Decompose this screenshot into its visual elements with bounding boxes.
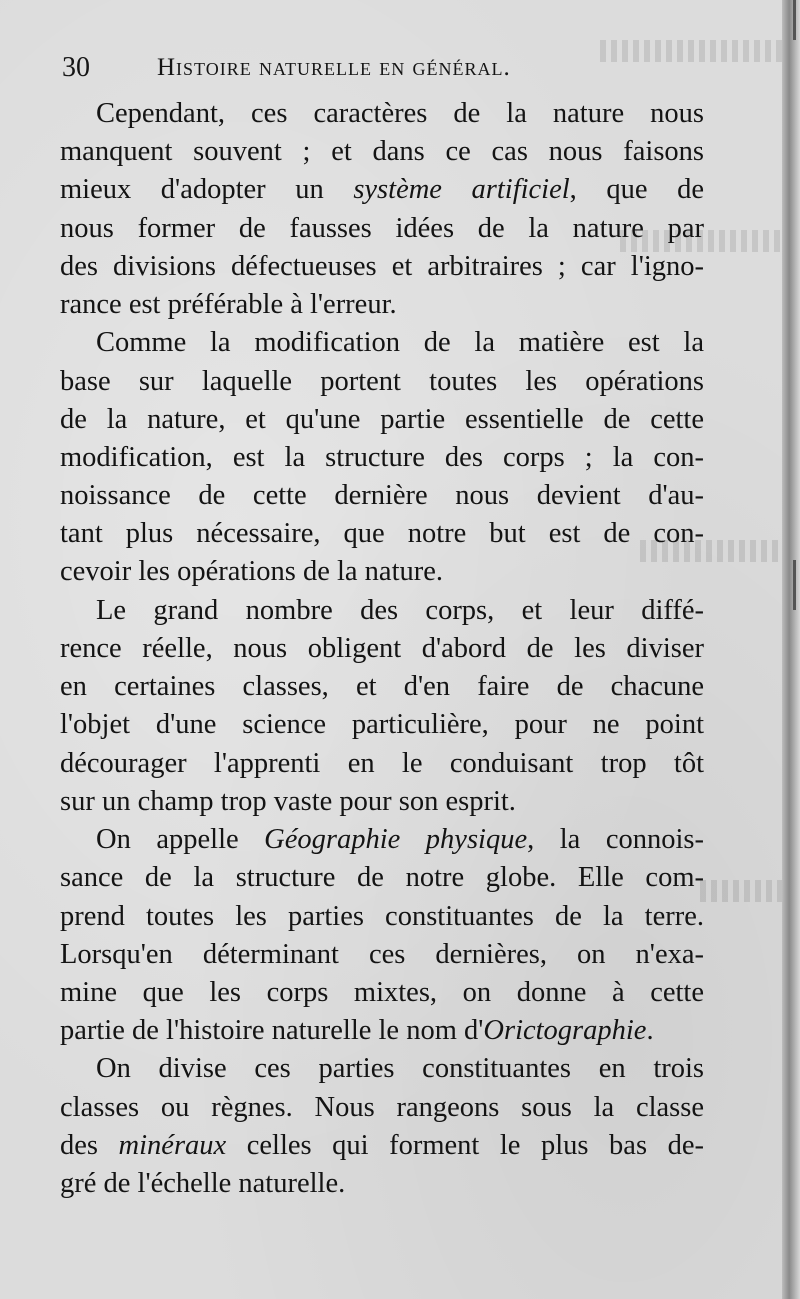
text-segment: décourager l'apprenti en le conduisant trop tôt bbox=[60, 747, 704, 779]
text-line bbox=[60, 363, 704, 401]
text-line bbox=[60, 783, 704, 821]
text-line bbox=[60, 898, 704, 936]
page-edge bbox=[782, 0, 800, 1299]
text-line bbox=[60, 171, 704, 209]
text-segment: des bbox=[60, 1129, 119, 1161]
show-through-text bbox=[700, 880, 782, 902]
text-line bbox=[60, 324, 704, 362]
edge-mark bbox=[793, 0, 796, 40]
text-segment: de la nature, et qu'une partie essentielle de cette bbox=[60, 403, 704, 435]
italic-term: minéraux bbox=[118, 1129, 227, 1161]
text-line bbox=[60, 477, 704, 515]
text-line bbox=[60, 515, 704, 553]
text-segment: rence réelle, nous obligent d'abord de les diviser bbox=[60, 633, 704, 664]
text-line bbox=[60, 706, 704, 744]
text-line bbox=[60, 592, 704, 630]
text-segment: mine que les corps mixtes, on donne à cette bbox=[60, 976, 704, 1008]
text-segment: Lorsqu'en déterminant ces dernières, on n'exa- bbox=[60, 938, 704, 970]
paragraph bbox=[60, 95, 704, 324]
text-segment: Comme la modification de la matière est la bbox=[96, 327, 704, 359]
text-line bbox=[60, 210, 704, 248]
text-segment: prend toutes les parties constituantes de la terre. bbox=[60, 900, 704, 932]
page-number: 30 bbox=[62, 52, 90, 83]
text-line bbox=[60, 859, 704, 897]
text-line bbox=[60, 1089, 704, 1127]
text-line bbox=[60, 248, 704, 286]
italic-term: Orictographie bbox=[483, 1015, 647, 1047]
text-segment: cevoir les opérations de la nature. bbox=[60, 556, 444, 588]
paragraph bbox=[60, 1050, 704, 1203]
text-line bbox=[60, 821, 704, 859]
text-line bbox=[60, 668, 704, 706]
text-segment: , la connois- bbox=[527, 824, 704, 856]
text-segment: nous former de fausses idées de la nature par bbox=[60, 212, 704, 244]
text-segment: Le grand nombre des corps, et leur diffé- bbox=[96, 594, 704, 626]
text-segment: On divise ces parties constituantes en trois bbox=[96, 1053, 704, 1085]
text-segment: modification, est la structure des corps ; la con- bbox=[60, 441, 704, 473]
text-line bbox=[60, 974, 704, 1012]
running-title: Histoire naturelle en général. bbox=[157, 54, 511, 81]
body-text bbox=[60, 95, 704, 1203]
text-segment: celles qui forment le plus bas de- bbox=[226, 1129, 704, 1161]
text-line bbox=[60, 1012, 704, 1050]
text-line bbox=[60, 553, 704, 591]
text-line bbox=[60, 630, 704, 668]
text-segment: noissance de cette dernière nous devient d'au- bbox=[60, 480, 704, 512]
text-segment: manquent souvent ; et dans ce cas nous faisons bbox=[60, 136, 704, 168]
text-segment: partie de l'histoire naturelle le nom d' bbox=[60, 1015, 484, 1047]
text-segment: sance de la structure de notre globe. Elle com- bbox=[60, 862, 704, 894]
text-segment: mieux d'adopter un bbox=[60, 174, 354, 206]
text-segment: rance est préférable à l'erreur. bbox=[60, 288, 397, 320]
text-line bbox=[60, 1050, 704, 1088]
text-line bbox=[60, 1165, 704, 1203]
page-header bbox=[62, 52, 642, 92]
text-line bbox=[60, 286, 704, 324]
text-line bbox=[60, 1127, 704, 1165]
text-segment: base sur laquelle portent toutes les opérations bbox=[60, 365, 704, 397]
paragraph bbox=[60, 592, 704, 821]
text-segment: , que de bbox=[569, 174, 704, 206]
text-segment: des divisions défectueuses et arbitraires ; car l'igno- bbox=[60, 250, 704, 282]
text-segment: On appelle bbox=[96, 824, 265, 856]
text-line bbox=[60, 439, 704, 477]
text-segment: gré de l'échelle naturelle. bbox=[60, 1168, 346, 1199]
text-line bbox=[60, 745, 704, 783]
italic-term: Géographie physique bbox=[264, 824, 528, 856]
text-segment: classes ou règnes. Nous rangeons sous la classe bbox=[60, 1091, 704, 1123]
text-line bbox=[60, 936, 704, 974]
italic-term: système artificiel bbox=[353, 174, 570, 206]
paragraph bbox=[60, 324, 704, 591]
text-segment: tant plus nécessaire, que notre but est de con- bbox=[60, 518, 704, 550]
text-line bbox=[60, 401, 704, 439]
edge-mark bbox=[793, 560, 796, 610]
text-line bbox=[60, 95, 704, 133]
text-segment: . bbox=[646, 1015, 654, 1047]
paragraph bbox=[60, 821, 704, 1050]
text-segment: sur un champ trop vaste pour son esprit. bbox=[60, 785, 516, 817]
text-segment: l'objet d'une science particulière, pour ne point bbox=[60, 709, 704, 741]
text-line bbox=[60, 133, 704, 171]
text-segment: Cependant, ces caractères de la nature nous bbox=[96, 98, 704, 129]
text-segment: en certaines classes, et d'en faire de chacune bbox=[60, 671, 704, 703]
